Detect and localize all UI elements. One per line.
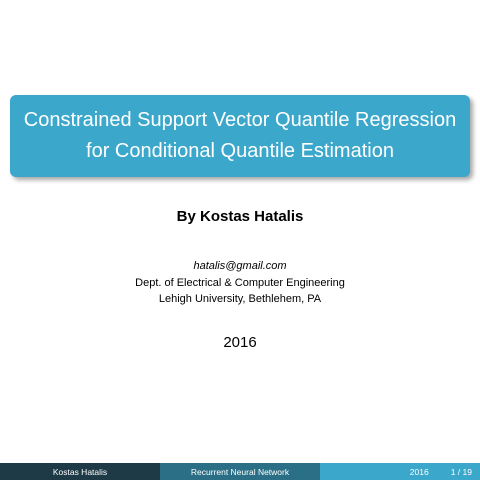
- title-line-2: for Conditional Quantile Estimation: [86, 140, 394, 162]
- author-name: By Kostas Hatalis: [176, 208, 304, 225]
- author-email: hatalis@gmail.com: [193, 260, 287, 272]
- footer-author: Kostas Hatalis: [0, 463, 160, 480]
- footer-right: [320, 463, 480, 480]
- footer-page-number: 1 / 19: [450, 466, 472, 477]
- footer-short-title: Recurrent Neural Network: [160, 463, 320, 480]
- title-line-1: Constrained Support Vector Quantile Regression: [23, 109, 457, 131]
- department: Dept. of Electrical & Computer Engineering: [135, 277, 345, 289]
- footer-date: 2016: [409, 466, 429, 477]
- footer-bar: [0, 463, 480, 480]
- institution: Lehigh University, Bethlehem, PA: [158, 293, 322, 305]
- presentation-year: 2016: [223, 334, 257, 351]
- title-block: [10, 95, 470, 177]
